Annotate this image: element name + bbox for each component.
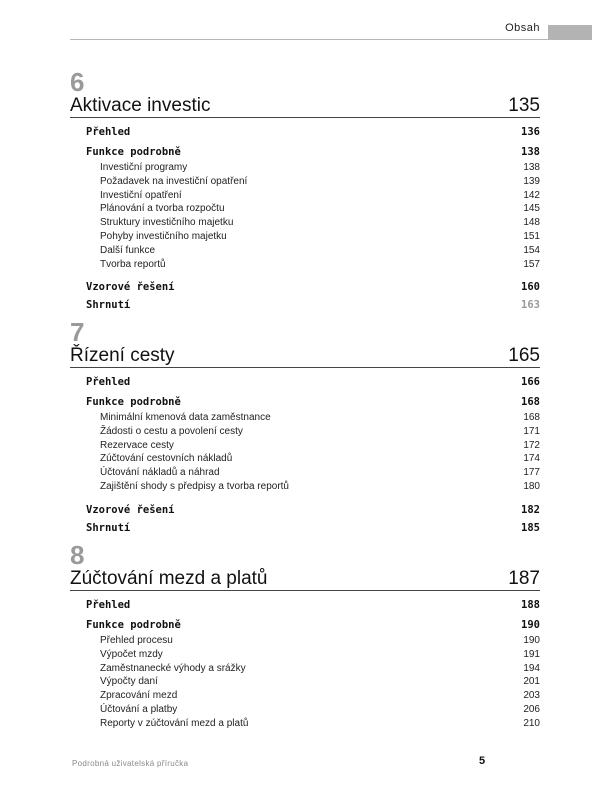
entry-label: Minimální kmenová data zaměstnance	[100, 412, 271, 423]
entry-label: Další funkce	[100, 244, 156, 256]
toc-subentry[interactable]	[70, 216, 540, 230]
toc-subentry[interactable]	[70, 258, 540, 272]
entry-label: Funkce podrobně	[86, 619, 181, 631]
entry-page: 151	[523, 230, 540, 242]
entry-label: Vzorové řešení	[86, 281, 175, 294]
entry-page: 194	[523, 662, 540, 674]
toc-subentry[interactable]	[70, 703, 540, 717]
entry-label: Přehled	[86, 126, 131, 138]
toc-subentry[interactable]	[70, 662, 540, 676]
toc-entry-overview[interactable]	[70, 373, 540, 391]
chapter-heading[interactable]	[70, 94, 540, 118]
entry-label: Žádosti o cestu a povolení cesty	[100, 425, 243, 437]
entry-page: 182	[521, 503, 540, 516]
entry-page: 188	[521, 599, 540, 611]
entry-label: Investiční opatření	[100, 189, 182, 201]
entry-page: 206	[523, 703, 540, 715]
toc-subentry[interactable]	[70, 161, 540, 175]
chapter-title: Aktivace investic	[70, 95, 211, 116]
toc-subentry[interactable]	[70, 189, 540, 203]
entry-page: 148	[523, 217, 540, 229]
entry-label: Plánování a tvorba rozpočtu	[100, 203, 225, 215]
toc-entry-solutions[interactable]	[70, 278, 540, 296]
chapter-8	[70, 540, 540, 731]
toc-entry-summary[interactable]	[70, 296, 540, 314]
toc-subentry[interactable]	[70, 425, 540, 439]
entry-page: 139	[523, 175, 540, 187]
toc-subentry[interactable]	[70, 452, 540, 466]
entry-label: Zúčtování cestovních nákladů	[100, 453, 233, 465]
toc-subentry[interactable]	[70, 689, 540, 703]
entry-label: Účtování nákladů a náhrad	[100, 467, 220, 479]
entry-page: 138	[521, 146, 540, 158]
entry-page: 203	[523, 690, 540, 702]
entry-page: 190	[523, 635, 540, 646]
entry-page: 168	[521, 396, 540, 408]
entry-label: Shrnutí	[86, 299, 131, 312]
toc-entry-functions[interactable]	[70, 616, 540, 634]
entry-label: Reporty v zúčtování mezd a platů	[100, 717, 249, 729]
entry-label: Účtování a platby	[100, 703, 178, 715]
entry-page: 185	[521, 521, 540, 534]
toc-subentry[interactable]	[70, 202, 540, 216]
entry-label: Přehled	[86, 376, 131, 388]
entry-page: 172	[523, 439, 540, 451]
entry-label: Vzorové řešení	[86, 503, 175, 516]
entry-page: 190	[521, 619, 540, 631]
chapter-number: 8	[70, 540, 85, 570]
header-section-label: Obsah	[505, 22, 540, 34]
chapter-7	[70, 317, 540, 537]
entry-label: Struktury investičního majetku	[100, 217, 234, 229]
chapter-6	[70, 67, 540, 314]
entry-label: Investiční programy	[100, 162, 188, 173]
toc-subentry[interactable]	[70, 175, 540, 189]
entry-label: Výpočet mzdy	[100, 648, 163, 660]
toc-subentry[interactable]	[70, 480, 540, 494]
entry-page: 138	[523, 162, 540, 173]
entry-label: Funkce podrobně	[86, 146, 181, 158]
entry-page: 157	[523, 258, 540, 270]
toc-entry-functions[interactable]	[70, 143, 540, 161]
footer-page-number: 5	[479, 755, 486, 767]
toc-subentry[interactable]	[70, 411, 540, 425]
entry-label: Zajištění shody s předpisy a tvorba reportů	[100, 480, 289, 492]
entry-page: 145	[523, 203, 540, 215]
entry-label: Požadavek na investiční opatření	[100, 175, 248, 187]
toc-subentry[interactable]	[70, 439, 540, 453]
entry-label: Výpočty daní	[100, 676, 158, 688]
entry-label: Pohyby investičního majetku	[100, 230, 227, 242]
entry-page: 160	[521, 281, 540, 294]
header-rule	[70, 39, 592, 40]
toc-subentry[interactable]	[70, 634, 540, 648]
entry-page: 177	[523, 467, 540, 479]
toc-entry-functions[interactable]	[70, 393, 540, 411]
chapter-number: 6	[70, 67, 85, 97]
entry-label: Přehled procesu	[100, 635, 173, 646]
entry-label: Funkce podrobně	[86, 396, 181, 408]
entry-page: 136	[521, 126, 540, 138]
entry-label: Rezervace cesty	[100, 439, 174, 451]
chapter-title: Zúčtování mezd a platů	[70, 568, 268, 589]
entry-label: Zpracování mezd	[100, 690, 178, 702]
toc-subentry[interactable]	[70, 244, 540, 258]
entry-page: 142	[523, 189, 540, 201]
chapter-number: 7	[70, 317, 85, 347]
toc-entry-overview[interactable]	[70, 123, 540, 141]
toc-entry-overview[interactable]	[70, 596, 540, 614]
footer-book-title: Podrobná uživatelská příručka	[72, 759, 189, 768]
entry-page: 210	[523, 717, 540, 729]
toc-subentry[interactable]	[70, 466, 540, 480]
toc-entry-solutions[interactable]	[70, 501, 540, 519]
toc-subentry[interactable]	[70, 717, 540, 731]
entry-label: Tvorba reportů	[100, 258, 166, 270]
entry-label: Shrnutí	[86, 521, 131, 534]
chapter-title: Řízení cesty	[70, 345, 175, 366]
chapter-heading[interactable]	[70, 344, 540, 368]
entry-label: Zaměstnanecké výhody a srážky	[100, 662, 246, 674]
entry-page: 174	[523, 453, 540, 465]
entry-page: 171	[523, 425, 540, 437]
toc-entry-summary[interactable]	[70, 519, 540, 537]
chapter-page: 135	[508, 95, 540, 116]
entry-page: 154	[523, 244, 540, 256]
chapter-page: 187	[508, 568, 540, 589]
toc-subentry[interactable]	[70, 675, 540, 689]
entry-page: 180	[523, 480, 540, 492]
chapter-heading[interactable]	[70, 567, 540, 591]
entry-page: 191	[523, 648, 540, 660]
entry-page: 166	[521, 376, 540, 388]
header-tab-marker	[548, 25, 592, 39]
entry-page: 163	[521, 299, 540, 312]
toc-subentry[interactable]	[70, 648, 540, 662]
entry-page: 168	[523, 412, 540, 423]
entry-page: 201	[523, 676, 540, 688]
chapter-page: 165	[508, 345, 540, 366]
toc-subentry[interactable]	[70, 230, 540, 244]
entry-label: Přehled	[86, 599, 131, 611]
